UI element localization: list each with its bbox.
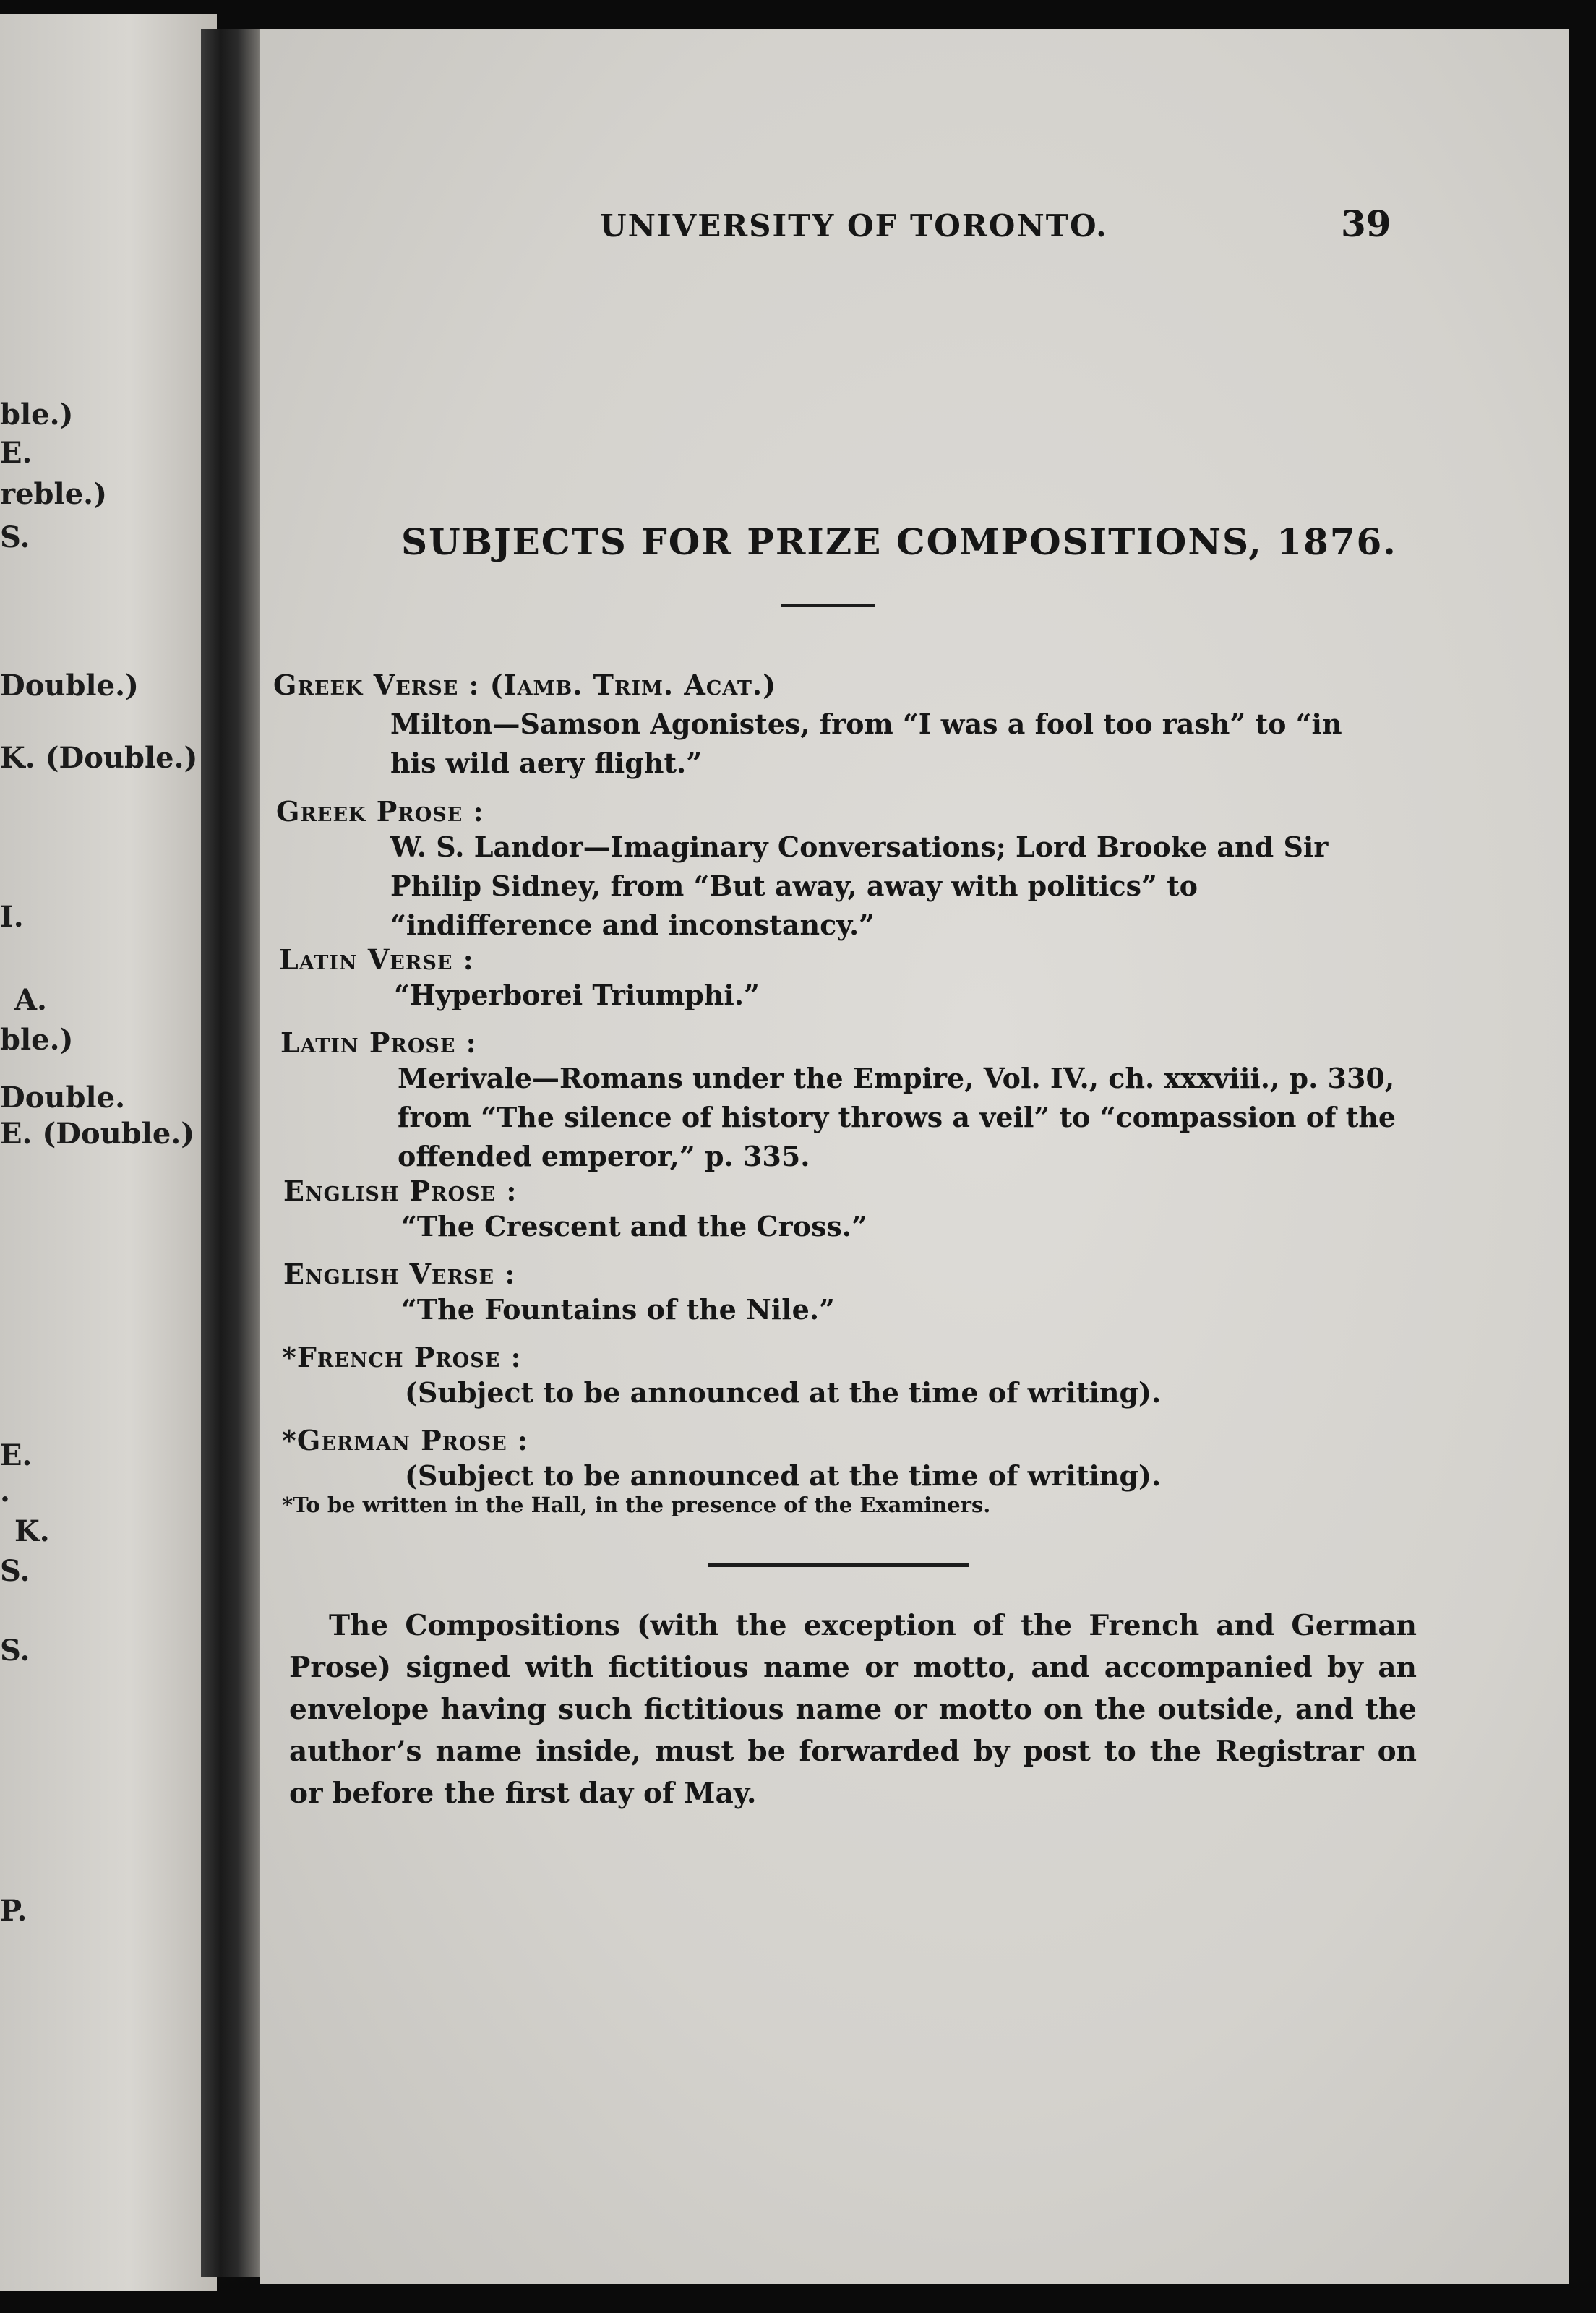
running-head: UNIVERSITY OF TORONTO. (600, 208, 1108, 244)
section-body-greek-verse: Milton—Samson Agonistes, from “I was a fool too rash” to “in his wild aery flight.” (390, 708, 1342, 779)
section-heading-latin-verse: Latin Verse : (279, 943, 474, 976)
section-body-latin-verse: “Hyperborei Triumphi.” (394, 979, 760, 1011)
left-page-fragment: . (0, 1475, 10, 1509)
left-page-fragment: K. (Double.) (0, 741, 198, 775)
main-page (260, 29, 1569, 2284)
left-page-fragment: S. (0, 1634, 30, 1668)
footnote: *To be written in the Hall, in the presence of the Examiners. (282, 1493, 991, 1517)
section-body-latin-prose: Merivale—Romans under the Empire, Vol. IV., ch. xxxviii., p. 330, from “The silence of history throws a veil” to “compassion of the offended emperor,” p. 335. (398, 1062, 1396, 1172)
section-body-english-prose: “The Crescent and the Cross.” (401, 1210, 867, 1243)
closing-paragraph: The Compositions (with the exception of the French and German Prose) signed with fictitious name or motto, and accompanied by an envelope having such fictitious name or motto on the outside, and the author’s name inside, must be forwarded by post to the Registrar on or before the first day of May. (289, 1609, 1417, 1810)
section-body-greek-prose: W. S. Landor—Imaginary Conversations; Lord Brooke and Sir Philip Sidney, from “But away, away with politics” to “indifference and inconstancy.” (390, 831, 1329, 941)
left-page-fragment: Double.) (0, 669, 139, 703)
left-page-fragment: reble.) (0, 477, 107, 511)
section-heading-german-prose: *German Prose : (282, 1424, 528, 1456)
title-rule (781, 604, 875, 607)
left-page-fragment: E. (Double.) (0, 1117, 195, 1151)
left-page-fragment: ble.) (0, 1023, 74, 1057)
left-page-fragment: Double. (0, 1081, 125, 1115)
left-page-fragment: S. (0, 520, 30, 554)
section-body-german-prose: (Subject to be announced at the time of writing). (405, 1459, 1162, 1492)
left-page-fragment: ble.) (0, 398, 74, 432)
section-heading-greek-prose: Greek Prose : (276, 795, 484, 828)
left-page-fragment: A. (14, 983, 47, 1017)
closing-rule (708, 1563, 969, 1567)
section-heading-english-prose: English Prose : (283, 1175, 518, 1207)
section-body-english-verse: “The Fountains of the Nile.” (401, 1293, 835, 1326)
page-title: SUBJECTS FOR PRIZE COMPOSITIONS, 1876. (401, 520, 1397, 563)
left-page-fragment: K. (14, 1514, 50, 1548)
left-page-fragment: E. (0, 1438, 33, 1472)
binding-gutter (201, 29, 267, 2277)
section-heading-latin-prose: Latin Prose : (280, 1026, 477, 1059)
left-page-fragment: E. (0, 436, 33, 470)
left-facing-page (0, 14, 217, 2291)
section-heading-french-prose: *French Prose : (282, 1341, 522, 1373)
section-body-french-prose: (Subject to be announced at the time of writing). (405, 1376, 1162, 1409)
section-heading-english-verse: English Verse : (283, 1258, 516, 1290)
left-page-fragment: P. (0, 1894, 27, 1928)
left-page-fragment: I. (0, 900, 24, 934)
left-page-fragment: S. (0, 1554, 30, 1588)
page-number: 39 (1341, 202, 1391, 245)
section-heading-greek-verse: Greek Verse : (Iamb. Trim. Acat.) (273, 669, 777, 701)
